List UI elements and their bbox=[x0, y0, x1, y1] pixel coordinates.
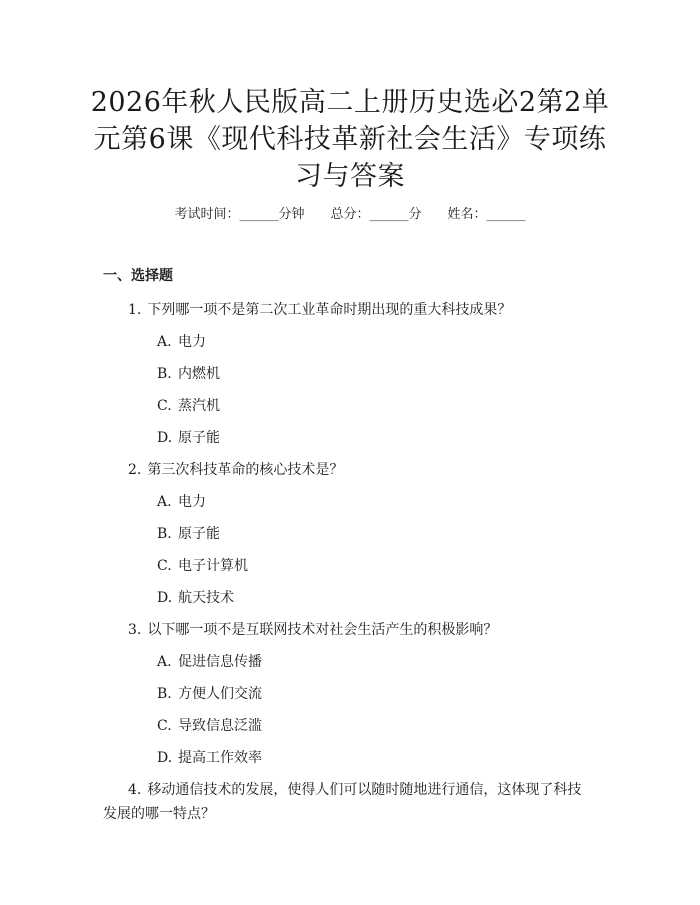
exam-info-line bbox=[0, 206, 700, 224]
question-1-option-b bbox=[157, 364, 220, 384]
question-3-option-a bbox=[157, 652, 262, 672]
option-letter: B. bbox=[157, 686, 172, 702]
question-1 bbox=[128, 300, 511, 320]
document-title: 2026年秋人民版高二上册历史选必2第2单元第6课《现代科技革新社会生活》专项练习与答案 bbox=[90, 87, 610, 192]
question-2 bbox=[128, 460, 343, 480]
option-text: 蒸汽机 bbox=[178, 398, 220, 414]
option-text: 电子计算机 bbox=[178, 558, 248, 574]
question-2-option-d bbox=[157, 588, 234, 608]
question-4 bbox=[103, 778, 593, 826]
question-text: 以下哪一项不是互联网技术对社会生活产生的积极影响？ bbox=[147, 622, 498, 638]
exam-time-label: 考试时间：______分钟 bbox=[174, 207, 305, 222]
section-title: 一、选择题 bbox=[103, 268, 173, 284]
question-2-option-b bbox=[157, 524, 220, 544]
option-letter: A. bbox=[157, 654, 172, 670]
question-2-option-c bbox=[157, 556, 248, 576]
option-letter: D. bbox=[157, 590, 173, 606]
option-letter: D. bbox=[157, 430, 173, 446]
option-text: 方便人们交流 bbox=[178, 686, 262, 702]
option-letter: A. bbox=[157, 334, 172, 350]
question-number: 3. bbox=[128, 622, 142, 638]
option-text: 电力 bbox=[178, 494, 206, 510]
option-letter: C. bbox=[157, 558, 172, 574]
question-1-option-c bbox=[157, 396, 220, 416]
total-score-label: 总分：______分 bbox=[330, 207, 422, 222]
option-text: 内燃机 bbox=[178, 366, 220, 382]
option-text: 促进信息传播 bbox=[178, 654, 262, 670]
option-letter: C. bbox=[157, 718, 172, 734]
option-text: 原子能 bbox=[178, 430, 220, 446]
option-text: 导致信息泛滥 bbox=[178, 718, 262, 734]
question-1-option-d bbox=[157, 428, 220, 448]
option-letter: B. bbox=[157, 526, 172, 542]
question-number: 1. bbox=[128, 302, 142, 318]
question-3 bbox=[128, 620, 497, 640]
option-text: 原子能 bbox=[178, 526, 220, 542]
question-number: 4. bbox=[128, 782, 142, 798]
question-number: 2. bbox=[128, 462, 142, 478]
option-letter: C. bbox=[157, 398, 172, 414]
option-letter: A. bbox=[157, 494, 172, 510]
question-2-option-a bbox=[157, 492, 206, 512]
question-3-option-b bbox=[157, 684, 262, 704]
name-label: 姓名：______ bbox=[447, 207, 526, 222]
question-text: 第三次科技革命的核心技术是？ bbox=[147, 462, 344, 478]
option-letter: D. bbox=[157, 750, 173, 766]
option-text: 电力 bbox=[178, 334, 206, 350]
question-text: 移动通信技术的发展，使得人们可以随时随地进行通信，这体现了科技发展的哪一特点？ bbox=[103, 782, 582, 822]
question-text: 下列哪一项不是第二次工业革命时期出现的重大科技成果？ bbox=[147, 302, 512, 318]
question-3-option-c bbox=[157, 716, 262, 736]
question-1-option-a bbox=[157, 332, 206, 352]
option-text: 提高工作效率 bbox=[178, 750, 262, 766]
option-letter: B. bbox=[157, 366, 172, 382]
question-3-option-d bbox=[157, 748, 262, 768]
option-text: 航天技术 bbox=[178, 590, 234, 606]
